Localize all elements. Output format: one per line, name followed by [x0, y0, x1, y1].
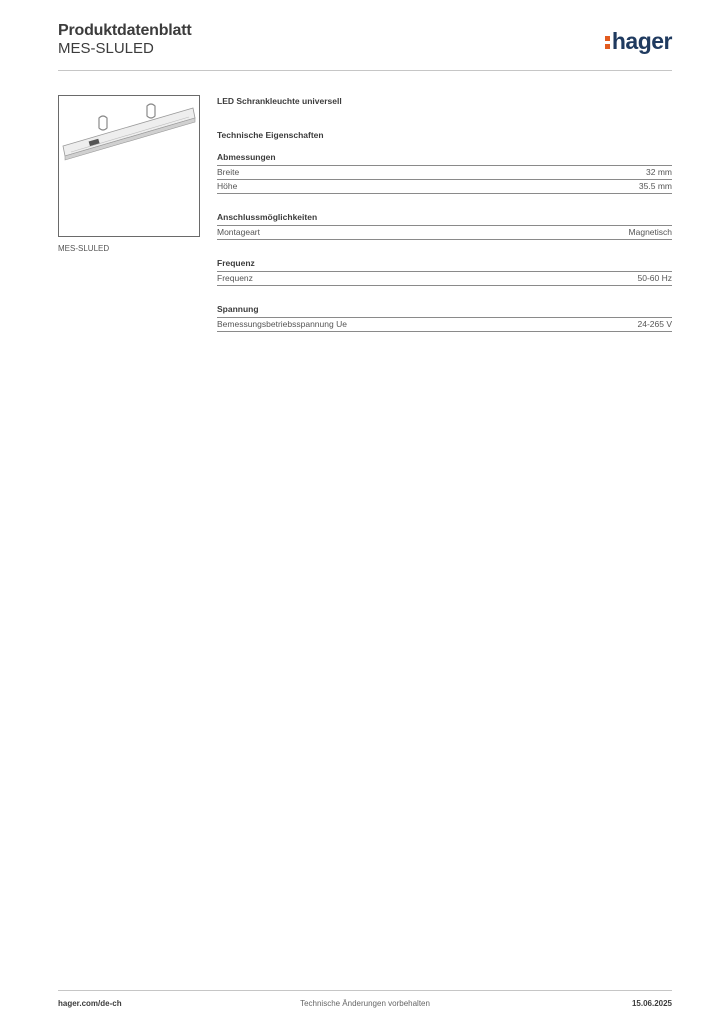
- hager-logo: [605, 28, 672, 55]
- page-header: [58, 22, 672, 71]
- product-description: LED Schrankleuchte universell: [217, 96, 342, 106]
- spec-value: 35.5 mm: [638, 181, 672, 191]
- footer-website-link[interactable]: hager.com/de-ch: [58, 999, 122, 1008]
- group-title: Anschlussmöglichkeiten: [217, 212, 672, 226]
- product-image: [58, 95, 200, 237]
- spec-value: 32 mm: [646, 167, 672, 177]
- spec-label: Montageart: [217, 227, 260, 237]
- led-bar-icon: [59, 96, 199, 236]
- logo-text: hager: [611, 28, 672, 54]
- document-title: Produktdatenblatt: [58, 22, 192, 39]
- spec-row: [217, 272, 672, 286]
- image-caption: MES-SLULED: [58, 244, 110, 253]
- spec-group-frequency: [217, 258, 672, 286]
- spec-label: Breite: [217, 167, 240, 177]
- spec-row: [217, 166, 672, 180]
- logo-dots-icon: [605, 34, 610, 49]
- spec-group-dimensions: [217, 152, 672, 194]
- spec-value: 24-265 V: [637, 319, 672, 329]
- page-footer: [58, 990, 672, 1015]
- spec-value: Magnetisch: [628, 227, 672, 237]
- group-title: Spannung: [217, 304, 672, 318]
- tech-heading: Technische Eigenschaften: [217, 130, 324, 140]
- spec-label: Höhe: [217, 181, 238, 191]
- spec-value: 50-60 Hz: [637, 273, 672, 283]
- spec-group-connections: [217, 212, 672, 240]
- footer-date: 15.06.2025: [631, 999, 672, 1008]
- spec-row: [217, 226, 672, 240]
- spec-group-voltage: [217, 304, 672, 332]
- footer-notice: Technische Änderungen vorbehalten: [300, 999, 430, 1008]
- product-code: MES-SLULED: [58, 40, 154, 57]
- spec-label: Frequenz: [217, 273, 253, 283]
- group-title: Abmessungen: [217, 152, 672, 166]
- spec-section: [217, 96, 672, 332]
- spec-row: [217, 318, 672, 332]
- spec-label: Bemessungsbetriebsspannung Ue: [217, 319, 347, 329]
- group-title: Frequenz: [217, 258, 672, 272]
- spec-row: [217, 180, 672, 194]
